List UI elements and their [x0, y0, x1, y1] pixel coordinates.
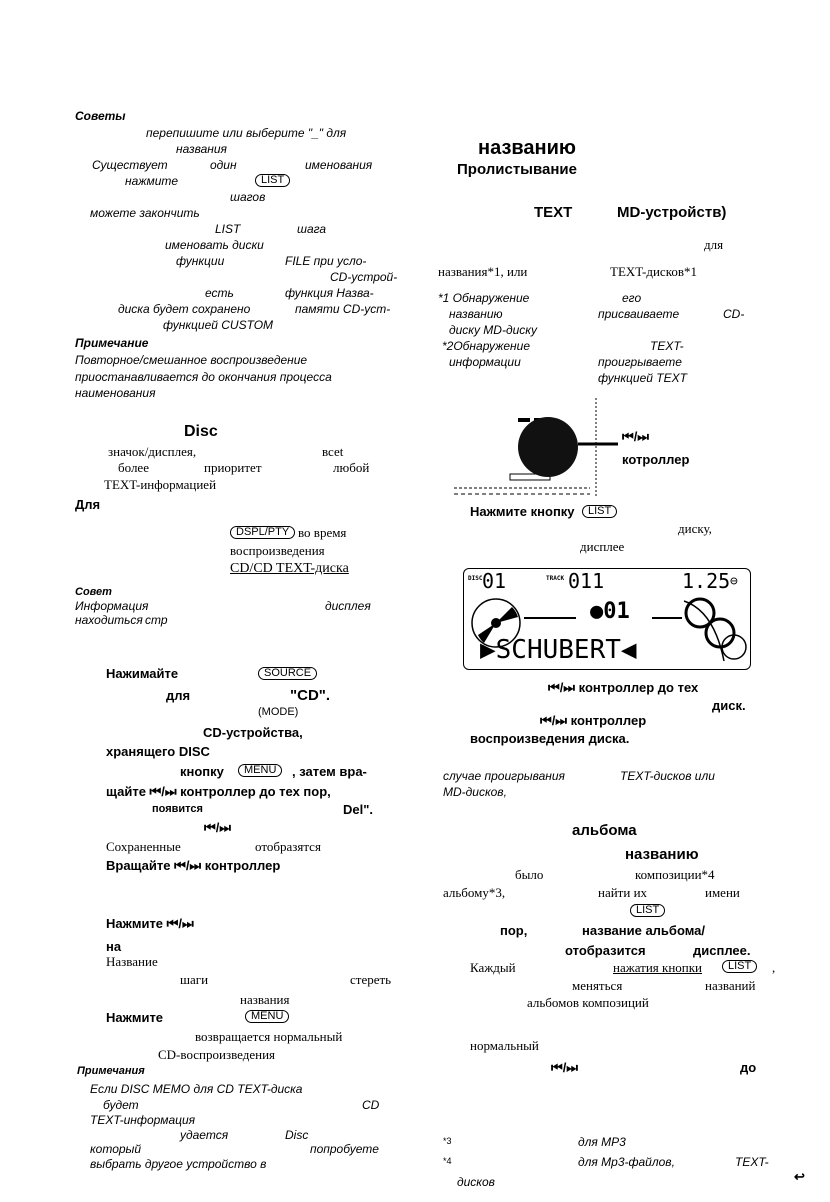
- mode-label: MODE: [261, 706, 295, 718]
- tip-line: стр: [145, 613, 168, 627]
- lcd-clock-icon: ⊖: [730, 574, 738, 589]
- lcd-track-label: TRACK: [546, 575, 565, 582]
- tip-line: один: [210, 158, 237, 172]
- controller-knob-icon: [518, 417, 578, 477]
- footnote: *2Обнаружение: [442, 339, 530, 353]
- body-text: любой: [333, 460, 370, 475]
- section-heading: названию: [478, 137, 576, 159]
- step-text: диск.: [712, 698, 746, 713]
- lcd-display: [463, 568, 751, 670]
- lcd-line: [524, 617, 576, 619]
- note-line: Если DISC MEMO для CD TEXT-диска: [90, 1082, 303, 1096]
- footnote: TEXT-: [735, 1155, 769, 1169]
- step-text: воспроизведения диска.: [470, 731, 630, 746]
- body-text: более: [118, 460, 149, 475]
- step-text: появится: [152, 803, 203, 815]
- step-text: ⏮/⏭ контроллер до тех: [548, 680, 699, 695]
- body-text: воспроизведения: [230, 543, 325, 558]
- step-text: дисплее.: [693, 943, 751, 958]
- body-text: отобразятся: [255, 839, 321, 854]
- tip-line: дисплея: [325, 599, 371, 613]
- note-line: который: [90, 1142, 142, 1156]
- source-key: SOURCE: [258, 667, 317, 680]
- body-text: приоритет: [204, 460, 262, 475]
- footnote-mark: *4: [443, 1156, 452, 1166]
- dspl-key: DSPL/PTY: [230, 526, 295, 539]
- footnote: присваиваете: [598, 307, 680, 321]
- body-text: TEXT-информацией: [104, 477, 217, 492]
- step-text: на: [106, 939, 122, 954]
- body-text: TEXT-дисков*1: [610, 264, 697, 279]
- note-line: CD: [362, 1098, 380, 1112]
- lcd-time: 1.25: [682, 569, 731, 593]
- case-text: MD-дисков,: [443, 785, 507, 799]
- tips-title: Советы: [75, 109, 126, 123]
- lcd-disc-label: DISC: [468, 575, 483, 582]
- for-heading: Для: [75, 497, 101, 512]
- step-text: хранящего DISC: [106, 744, 210, 759]
- body-text: названия*1, или: [438, 264, 528, 279]
- menu-key: MENU: [238, 764, 282, 777]
- step-text: CD-устройства,: [203, 725, 303, 740]
- footnote: его: [622, 291, 642, 305]
- continue-arrow-icon: ↩: [794, 1169, 805, 1184]
- step-text: Нажимайте: [106, 666, 179, 681]
- tip-line: находиться: [75, 613, 143, 627]
- body-text: возвращается нормальный: [195, 1029, 343, 1044]
- body-text: дисплее: [580, 539, 625, 554]
- note-line: наименования: [75, 386, 156, 400]
- body-text: меняться: [572, 978, 623, 993]
- step-text: название альбома/: [582, 923, 706, 938]
- footnote: CD-: [723, 307, 745, 321]
- body-text: найти их: [598, 885, 648, 900]
- menu-key: MENU: [245, 1010, 289, 1023]
- tip-line: есть: [205, 286, 234, 300]
- body-text: диску,: [678, 521, 712, 536]
- footnote-mark: *3: [443, 1136, 452, 1146]
- step-text: Вращайте ⏮/⏭ контроллер: [106, 858, 281, 873]
- lcd-rings-icon: [674, 591, 750, 667]
- lcd-item-number: ●01: [590, 599, 630, 624]
- tip-line: шага: [297, 222, 327, 236]
- controller-label: ⏮/⏭: [622, 429, 650, 444]
- step-text: пор,: [500, 923, 528, 938]
- note-title: Примечание: [75, 336, 149, 350]
- controller-label: котроллер: [622, 452, 690, 467]
- footnote: проигрываете: [598, 355, 682, 369]
- step-text: ⏮/⏭ контроллер: [540, 713, 647, 728]
- lcd-name: ▶SCHUBERT◀: [480, 635, 637, 665]
- note-line: выбрать другое устройство в: [90, 1157, 267, 1171]
- case-text: случае проигрывания: [443, 769, 565, 783]
- tip-line: Информация: [75, 599, 149, 613]
- case-text: TEXT-дисков или: [620, 769, 715, 783]
- sub-heading: TEXT: [534, 204, 573, 221]
- list-key: LIST: [722, 960, 757, 973]
- tip-line: нажмите: [125, 174, 179, 188]
- footnote: диску MD-диску: [449, 323, 537, 337]
- body-text: шаги: [180, 972, 209, 987]
- list-key: LIST: [630, 904, 665, 917]
- note-line: TEXT-информация: [90, 1113, 196, 1127]
- note-line: приостанавливается до окончания процесса: [75, 370, 332, 384]
- body-text: альбомов композиций: [527, 995, 649, 1010]
- body-text: для: [704, 237, 724, 252]
- album-heading: альбома: [572, 822, 637, 839]
- footnote: информации: [449, 355, 521, 369]
- tip-line: именования: [305, 158, 373, 172]
- body-text: Каждый: [470, 960, 516, 975]
- step-text: щайте ⏮/⏭ контроллер до тех пор,: [106, 784, 331, 799]
- tip-line: CD-устрой-: [330, 270, 398, 284]
- note-line: Disc: [285, 1128, 309, 1142]
- body-text: названий: [705, 978, 756, 993]
- step-text: кнопку: [180, 764, 224, 779]
- footnote: названию: [449, 307, 503, 321]
- step-text: Del".: [343, 802, 374, 817]
- body-text: значок/дисплея,: [108, 444, 197, 459]
- tip-line: диска будет сохранено: [118, 302, 251, 316]
- footnote: для Mp3-файлов,: [578, 1155, 675, 1169]
- tip-line: FILE при усло-: [285, 254, 367, 268]
- body-text: названия: [240, 992, 290, 1007]
- lcd-track-number: 011: [568, 569, 605, 593]
- album-heading: названию: [625, 846, 699, 863]
- tip-title: Совет: [75, 586, 112, 598]
- note-line: будет: [103, 1098, 139, 1112]
- skip-controller-icon: ⏮/⏭: [551, 1060, 579, 1075]
- step-text: "CD".: [290, 687, 331, 704]
- tip-line: функции: [176, 254, 225, 268]
- tip-line: Существует: [92, 158, 168, 172]
- note-line: Повторное/смешанное воспроизведение: [75, 353, 308, 367]
- tip-line: можете закончить: [90, 206, 200, 220]
- list-key: LIST: [582, 505, 617, 518]
- body-text: нажатия кнопки: [613, 960, 703, 975]
- tip-line: именовать диски: [165, 238, 264, 252]
- footnote: *1 Обнаружение: [438, 291, 530, 305]
- tip-line: функция Назва-: [285, 286, 374, 300]
- skip-controller-icon: ⏮/⏭: [204, 820, 232, 835]
- step-text: Нажмите: [106, 1010, 164, 1025]
- footnote: дисков: [457, 1175, 495, 1189]
- step-text: , затем вра-: [292, 764, 367, 779]
- note-line: попробуете: [310, 1142, 379, 1156]
- figure-button: [518, 418, 530, 422]
- lcd-item-value: 01: [603, 599, 630, 624]
- notes-title: Примечания: [77, 1065, 145, 1077]
- list-key: LIST: [255, 174, 290, 187]
- tip-line: функцией CUSTOM: [163, 318, 274, 332]
- sub-heading: MD-устройств): [617, 204, 727, 221]
- body-text: композиции*4: [635, 867, 715, 882]
- lcd-name-value: SCHUBERT: [495, 635, 621, 665]
- step-text: до: [740, 1060, 757, 1075]
- body-text: Сохраненные: [106, 839, 181, 854]
- body-text: Название: [106, 954, 158, 969]
- body-text: альбому*3,: [443, 885, 506, 900]
- step-text: Нажмите ⏮/⏭: [106, 916, 194, 931]
- footnote: TEXT-: [650, 339, 684, 353]
- tip-line: названия: [176, 142, 227, 156]
- controller-figure: [450, 392, 630, 504]
- tip-line: перепишите или выберите "_" для: [146, 126, 347, 140]
- step-text: отобразится: [565, 943, 646, 958]
- tip-line: шагов: [230, 190, 266, 204]
- body-text: всеt: [322, 444, 344, 459]
- disc-heading: Disc: [184, 423, 218, 440]
- step-text: для: [166, 688, 191, 703]
- body-text: нормальный: [470, 1038, 539, 1053]
- body-text: CD/CD TEXT-диска: [230, 561, 349, 576]
- body-text: ,: [772, 960, 776, 975]
- footnote: функцией TEXT: [598, 371, 687, 385]
- section-subheading: Пролистывание: [457, 161, 577, 178]
- footnote: для MP3: [578, 1135, 626, 1149]
- tip-line: памяти CD-уст-: [295, 302, 391, 316]
- note-line: удается: [180, 1128, 229, 1142]
- body-text: стереть: [350, 972, 392, 987]
- body-text: CD-воспроизведения: [158, 1047, 276, 1062]
- step-text: Нажмите кнопку: [470, 504, 575, 519]
- tip-line: LIST: [215, 222, 241, 236]
- mode-key: (MODE): [258, 706, 299, 718]
- body-text: во время: [298, 525, 347, 540]
- body-text: было: [515, 867, 544, 882]
- body-text: имени: [705, 885, 740, 900]
- lcd-disc-number: 01: [482, 569, 507, 593]
